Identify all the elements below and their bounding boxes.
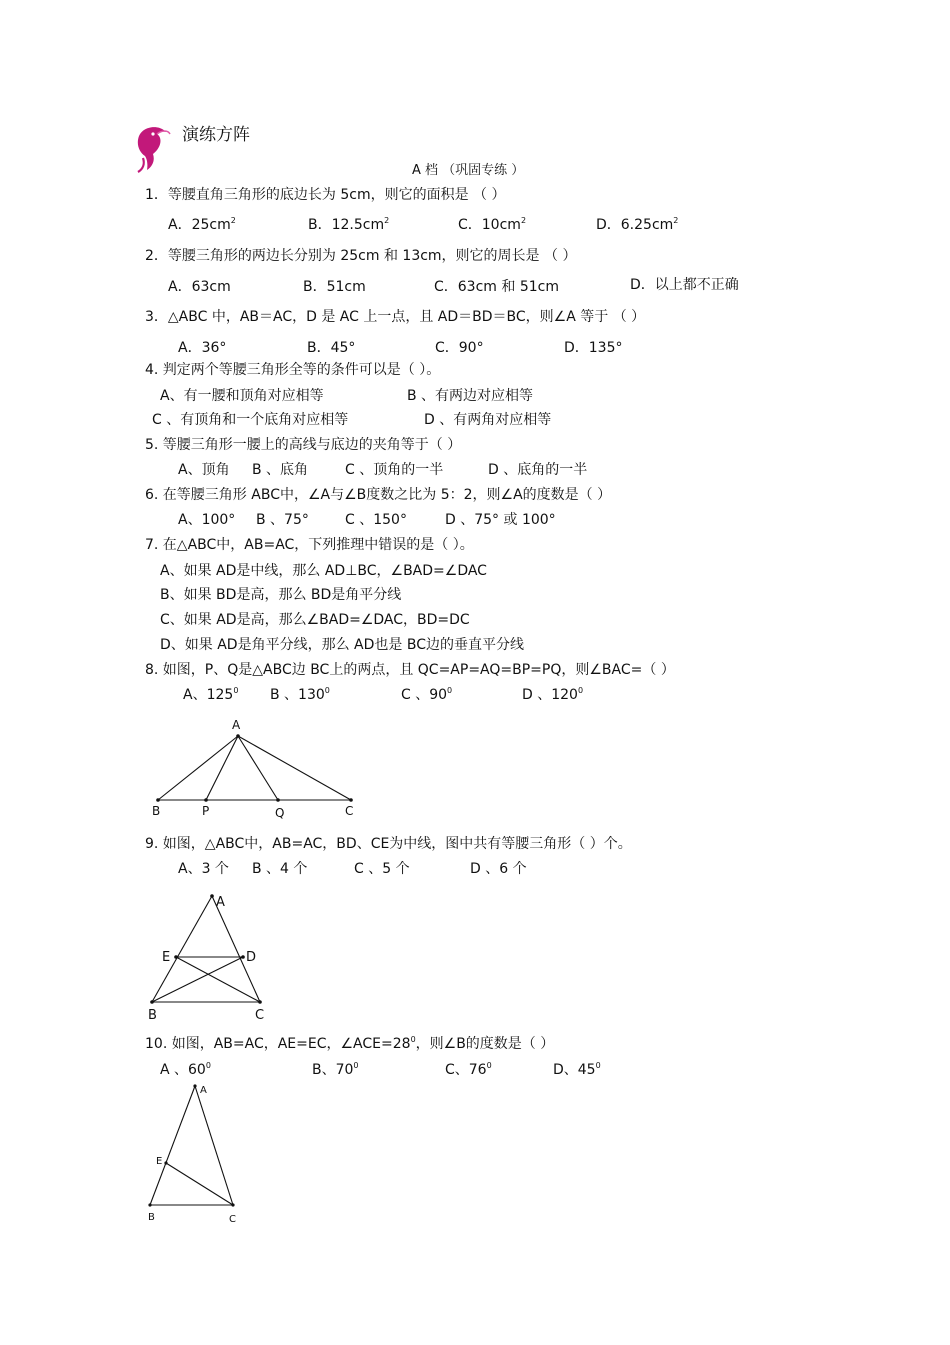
q9-label-d: D [246,950,257,965]
q9-label-e: E [162,950,171,965]
section-subtitle: A 档 （巩固专练 ） [412,163,525,178]
q7-stem: 7. 在△ABC中，AB=AC，下列推理中错误的是（ ）。 [145,537,474,553]
q6-option-b: B 、75° [256,512,309,528]
q8-label-p: P [202,804,210,818]
q3-option-b: B．45° [307,340,356,356]
q7-option-c: C、如果 AD是高，那么∠BAD=∠DAC，BD=DC [160,612,470,628]
q9-figure-triangle [140,888,280,1024]
q5-option-d: D 、底角的一半 [488,462,588,478]
q9-option-b: B 、4 个 [252,861,308,877]
q10-option-d: D、$45^0$ [553,1061,601,1078]
q1-stem: 1．等腰直角三角形的底边长为 5cm，则它的面积是 （ ） [145,187,506,203]
q9-option-d: D 、6 个 [470,861,527,877]
q4-option-d: D 、有两角对应相等 [424,412,552,428]
q4-option-c: C 、有顶角和一个底角对应相等 [152,412,349,428]
q2-option-a: A．63cm [168,279,231,295]
q10-option-a: A 、$60^0$ [160,1061,211,1078]
dolphin-logo-icon [133,122,171,174]
q1-option-c: C．$10cm^2$ [458,216,527,233]
q2-option-b: B．51cm [303,279,366,295]
q3-option-a: A．36° [178,340,227,356]
q8-option-b: B 、$130^0$ [270,686,330,703]
q6-option-a: A、100° [178,512,236,528]
q10-label-e: E [156,1156,163,1167]
q8-option-c: C 、$90^0$ [401,686,453,703]
q2-stem: 2．等腰三角形的两边长分别为 25cm 和 13cm，则它的周长是 （ ） [145,248,577,264]
q8-option-a: A、$125^0$ [183,686,239,703]
q6-option-d: D 、75° 或 100° [445,512,556,528]
q8-figure-triangle [148,712,368,822]
q8-label-b: B [152,804,161,818]
q8-stem: 8. 如图，P、Q是△ABC边 BC上的两点，且 QC=AP=AQ=BP=PQ，则∠BAC=（ ） [145,662,675,678]
q3-option-d: D．135° [564,340,623,356]
q1-option-d: D．$6.25cm^2$ [596,216,679,233]
q8-label-a: A [232,718,241,732]
q10-option-b: B、$70^0$ [312,1061,359,1078]
q5-option-b: B 、底角 [252,462,309,478]
q3-stem: 3．△ABC 中，AB＝AC，D 是 AC 上一点，且 AD＝BD＝BC，则∠A 等于 （ ） [145,309,646,325]
q9-option-c: C 、5 个 [354,861,410,877]
q10-stem: 10. 如图，AB=AC，AE=EC，$\angle ACE=28^0$，则∠B的度数是（ ） [145,1035,555,1052]
q10-option-c: C、$76^0$ [445,1061,492,1078]
q1-option-a: A．$25cm^2$ [168,216,236,233]
q5-option-a: A、顶角 [178,462,230,478]
page-title: 演练方阵 [182,125,250,145]
q6-stem: 6. 在等腰三角形 ABC中，∠A与∠B度数之比为 5：2，则∠A的度数是（ ） [145,487,612,503]
q6-option-c: C 、150° [345,512,407,528]
q4-option-b: B 、有两边对应相等 [407,388,534,404]
q5-stem: 5. 等腰三角形一腰上的高线与底边的夹角等于（ ） [145,437,462,453]
q8-option-d: D 、$120^0$ [522,686,584,703]
q4-stem: 4. 判定两个等腰三角形全等的条件可以是（ ）。 [145,362,441,378]
q10-label-a: A [200,1085,207,1096]
q3-option-c: C．90° [435,340,484,356]
q7-option-a: A、如果 AD是中线，那么 AD⊥BC，∠BAD=∠DAC [160,563,487,579]
q9-stem: 9. 如图，△ABC中，AB=AC，BD、CE为中线，图中共有等腰三角形（ ）个。 [145,836,632,852]
q1-option-b: B．$12.5cm^2$ [308,216,390,233]
q7-option-d: D、如果 AD是角平分线，那么 AD也是 BC边的垂直平分线 [160,637,524,653]
q9-option-a: A、3 个 [178,861,229,877]
q2-option-c: C．63cm 和 51cm [434,279,559,295]
q8-label-c: C [345,804,354,818]
q10-label-c: C [229,1214,236,1225]
q10-figure-triangle [140,1080,250,1230]
q9-label-b: B [148,1008,157,1023]
q7-option-b: B、如果 BD是高，那么 BD是角平分线 [160,587,402,603]
q9-label-a: A [216,895,225,910]
q9-label-c: C [255,1008,265,1023]
q10-label-b: B [148,1212,155,1223]
q5-option-c: C 、顶角的一半 [345,462,444,478]
q2-option-d: D．以上都不正确 [630,277,739,293]
q4-option-a: A、有一腰和顶角对应相等 [160,388,324,404]
q8-label-q: Q [275,806,285,820]
